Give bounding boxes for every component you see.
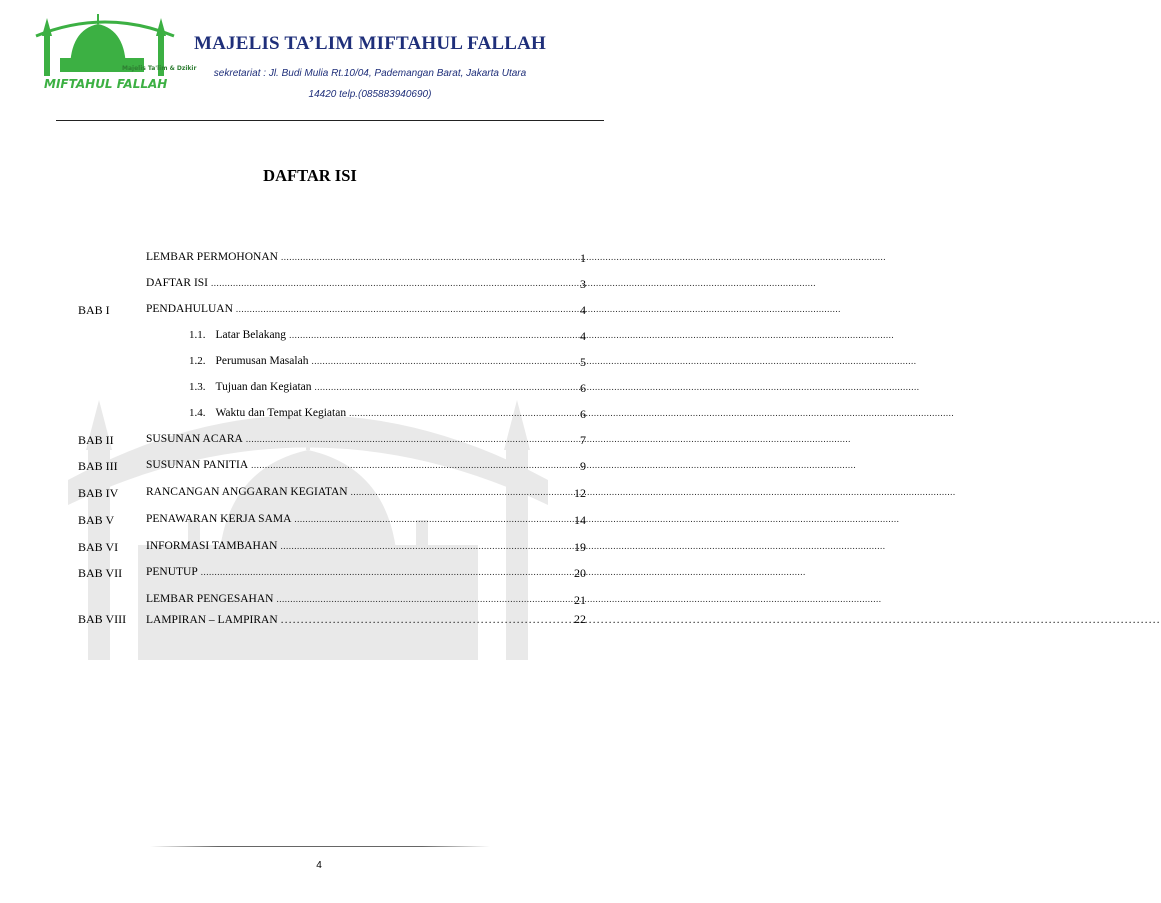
- toc-leader-dots: [201, 567, 806, 577]
- toc-leader-dots: [351, 487, 956, 497]
- toc-entry-title: Waktu dan Tempat Kegiatan: [215, 407, 347, 419]
- toc-row: [0, 612, 638, 630]
- toc-leader-dots: [315, 382, 920, 392]
- toc-page-number: 14: [574, 513, 586, 527]
- organization-address: sekretariat : Jl. Budi Mulia Rt.10/04, Pademangan Barat, Jakarta Utara: [213, 68, 527, 79]
- toc-section-number: 1.1.: [189, 329, 206, 341]
- toc-entry: [146, 566, 534, 578]
- toc-entry: [189, 329, 538, 341]
- toc-chapter-label: BAB VIII: [78, 612, 127, 626]
- toc-row: [0, 513, 638, 531]
- toc-chapter-label: BAB VII: [78, 566, 123, 580]
- toc-row: [0, 566, 638, 584]
- toc-page-number: 12: [574, 486, 586, 500]
- toc-leader-dots: [236, 304, 841, 314]
- toc-entry: [146, 251, 534, 263]
- toc-chapter-label: BAB V: [78, 513, 115, 527]
- toc-entry: [146, 486, 534, 498]
- toc-section-number: 1.2.: [189, 355, 206, 367]
- toc-page-number: 7: [580, 433, 586, 447]
- toc-entry: [146, 303, 534, 315]
- toc-entry-title: DAFTAR ISI: [146, 277, 209, 289]
- organization-phone: 14420 telp.(085883940690): [308, 89, 432, 100]
- toc-page-number: 3: [580, 277, 586, 291]
- toc-entry: [146, 459, 534, 471]
- toc-row: [0, 355, 638, 373]
- toc-section-number: 1.4.: [189, 407, 206, 419]
- toc-section-number: 1.3.: [189, 381, 206, 393]
- toc-leader-dots: [251, 460, 856, 470]
- toc-page-number: 6: [580, 407, 586, 421]
- toc-chapter-label: BAB VI: [78, 540, 119, 554]
- page-number: 4: [316, 860, 322, 871]
- toc-page-number: 20: [574, 566, 586, 580]
- footer-divider: [150, 846, 490, 847]
- toc-leader-dots: [294, 514, 899, 524]
- toc-entry: [189, 407, 538, 419]
- toc-entry: [189, 355, 538, 367]
- toc-leader-dots: [246, 434, 851, 444]
- toc-entry-title: SUSUNAN PANITIA: [146, 459, 249, 471]
- toc-page-number: 19: [574, 540, 586, 554]
- toc-entry-title: Tujuan dan Kegiatan: [215, 381, 312, 393]
- toc-entry-title: PENDAHULUAN: [146, 303, 233, 315]
- toc-page-number: 1: [580, 251, 586, 265]
- toc-page-number: 21: [574, 593, 586, 607]
- toc-row: [0, 329, 638, 347]
- toc-entry-title: RANCANGAN ANGGARAN KEGIATAN: [146, 486, 348, 498]
- toc-entry-title: PENAWARAN KERJA SAMA: [146, 513, 292, 525]
- toc-row: [0, 407, 638, 425]
- toc-row: [0, 381, 638, 399]
- toc-row: [0, 459, 638, 477]
- toc-page-number: 9: [580, 459, 586, 473]
- toc-entry-title: LEMBAR PENGESAHAN: [146, 593, 274, 605]
- toc-chapter-label: BAB II: [78, 433, 114, 447]
- toc-page-number: 4: [580, 303, 586, 317]
- toc-row: [0, 540, 638, 558]
- toc-entry-title: LAMPIRAN – LAMPIRAN: [146, 614, 278, 626]
- toc-leader-dots: [311, 356, 916, 366]
- toc-row: [0, 433, 638, 451]
- document-title: DAFTAR ISI: [263, 166, 357, 185]
- toc-entry: [146, 513, 534, 525]
- toc-entry: [146, 277, 534, 289]
- header-divider: [56, 120, 604, 121]
- toc-entry-title: Latar Belakang: [215, 329, 287, 341]
- toc-row: [0, 303, 638, 321]
- logo-name-text: MIFTAHUL FALLAH: [44, 77, 168, 91]
- logo-subtitle-text: Majelis Ta'lim & Dzikir: [122, 65, 197, 72]
- toc-entry: [146, 612, 534, 627]
- toc-page-number: 22: [574, 612, 586, 626]
- toc-page-number: 5: [580, 355, 586, 369]
- toc-entry-title: SUSUNAN ACARA: [146, 433, 243, 445]
- toc-entry: [189, 381, 538, 393]
- toc-entry: [146, 540, 534, 552]
- organization-name: MAJELIS TA’LIM MIFTAHUL FALLAH: [193, 33, 547, 54]
- toc-row: [0, 486, 638, 504]
- toc-entry-title: Perumusan Masalah: [215, 355, 309, 367]
- toc-page-number: 4: [580, 329, 586, 343]
- toc-row: [0, 251, 638, 269]
- toc-entry-title: PENUTUP: [146, 566, 198, 578]
- toc-chapter-label: BAB III: [78, 459, 118, 473]
- toc-row: [0, 277, 638, 295]
- toc-leader-dots: [349, 408, 954, 418]
- toc-chapter-label: BAB I: [78, 303, 110, 317]
- toc-entry: [146, 433, 534, 445]
- toc-entry-title: LEMBAR PERMOHONAN: [146, 251, 278, 263]
- toc-chapter-label: BAB IV: [78, 486, 119, 500]
- toc-page-number: 6: [580, 381, 586, 395]
- toc-leader-dots: [281, 612, 1161, 627]
- toc-entry: [146, 593, 534, 605]
- toc-entry-title: INFORMASI TAMBAHAN: [146, 540, 278, 552]
- organization-logo: [30, 8, 197, 96]
- toc-row: [0, 593, 638, 611]
- toc-leader-dots: [289, 330, 894, 340]
- toc-leader-dots: [211, 278, 816, 288]
